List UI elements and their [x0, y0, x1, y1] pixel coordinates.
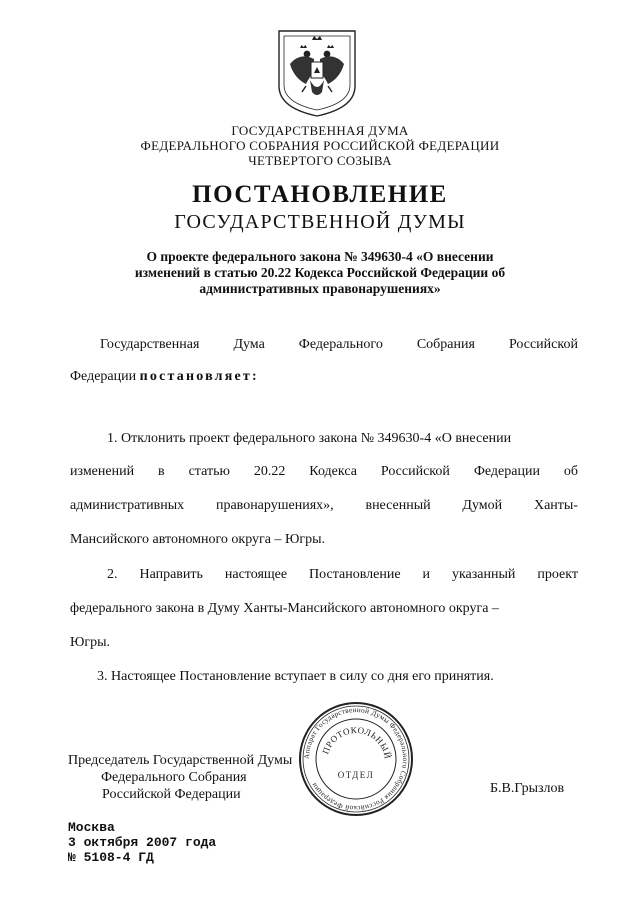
preamble-line-2	[70, 368, 578, 386]
svg-text:Аппарат Государственной Думы Ф	[303, 706, 409, 812]
item2-line-2: федерального закона в Думу Ханты-Мансийского автономного округа –	[70, 601, 499, 616]
item1-word: статью	[188, 464, 230, 479]
item1-word: изменений	[70, 464, 135, 479]
item1-word: административных	[70, 498, 185, 513]
item1-line-1: 1. Отклонить проект федерального закона № 349630-4 «О внесении	[107, 431, 512, 446]
svg-text:ПРОТОКОЛЬНЫЙ	[320, 725, 393, 760]
item3-text: 3. Настоящее Постановление вступает в силу со дня его принятия.	[97, 669, 494, 684]
item1-word: Кодекса	[309, 464, 357, 479]
preamble-line-1	[100, 336, 578, 354]
about-line-2: изменений в статью 20.22 Кодекса Российской Федерации об	[134, 265, 506, 280]
signatory-name: Б.В.Грызлов	[490, 781, 565, 796]
item1-word: внесенный	[365, 498, 431, 513]
stamp-inner-top: ПРОТОКОЛЬНЫЙ	[320, 724, 393, 760]
item2-word: проект	[537, 567, 578, 582]
item2-word: указанный	[451, 567, 516, 582]
item2-word: Направить	[139, 567, 203, 582]
item2-word: настоящее	[224, 567, 288, 582]
item1-word: 20.22	[253, 464, 286, 479]
stamp-ring-text: Аппарат Государственной Думы Федерального Собрания Российской Федерации	[302, 705, 410, 813]
item1-line-2	[70, 463, 578, 481]
item2-word: и	[422, 567, 430, 582]
footer-number: № 5108-4 ГД	[68, 850, 154, 865]
document-subtitle: ГОСУДАРСТВЕННОЙ ДУМЫ	[174, 211, 466, 233]
preamble-word: Государственная	[100, 337, 200, 352]
about-line-3: административных правонарушениях»	[199, 281, 441, 296]
coat-of-arms-emblem	[276, 28, 358, 118]
preamble-decrees: постановляет:	[139, 369, 259, 384]
preamble-word: Дума	[233, 337, 265, 352]
signature-position-line-1: Председатель Государственной Думы	[68, 753, 293, 768]
document-title: ПОСТАНОВЛЕНИЕ	[192, 181, 448, 208]
item1-line-3	[70, 497, 578, 515]
item1-word: Думой	[462, 498, 503, 513]
preamble-word: Федерального	[298, 337, 383, 352]
item1-word: в	[158, 464, 165, 479]
preamble-word: Российской	[508, 337, 578, 352]
header-line-3: ЧЕТВЕРТОГО СОЗЫВА	[248, 153, 392, 168]
item1-word: об	[563, 464, 578, 479]
item2-line-3: Югры.	[70, 635, 111, 650]
header-line-1: ГОСУДАРСТВЕННАЯ ДУМА	[231, 123, 409, 138]
item1-word: правонарушениях»,	[215, 498, 334, 513]
stamp-inner-bottom: ОТДЕЛ	[337, 770, 375, 780]
footer-date: 3 октября 2007 года	[68, 835, 217, 850]
item2-word: Постановление	[309, 567, 401, 582]
preamble-federation: Федерации	[70, 369, 137, 384]
footer-city: Москва	[68, 820, 115, 835]
item2-line-1	[107, 566, 578, 584]
header-line-2: ФЕДЕРАЛЬНОГО СОБРАНИЯ РОССИЙСКОЙ ФЕДЕРАЦИИ	[140, 138, 500, 153]
official-stamp	[297, 700, 415, 818]
item1-word: Ханты-	[533, 498, 578, 513]
about-line-1: О проекте федерального закона № 349630-4 «О внесении	[146, 249, 494, 264]
item1-word: Федерации	[473, 464, 540, 479]
item1-word: Российской	[380, 464, 450, 479]
item1-line-4: Мансийского автономного округа – Югры.	[70, 532, 326, 547]
signature-position-line-2: Федерального Собрания	[101, 770, 247, 785]
signature-position-line-3: Российской Федерации	[102, 787, 241, 802]
preamble-word: Собрания	[416, 337, 475, 352]
item2-word: 2.	[107, 567, 118, 582]
